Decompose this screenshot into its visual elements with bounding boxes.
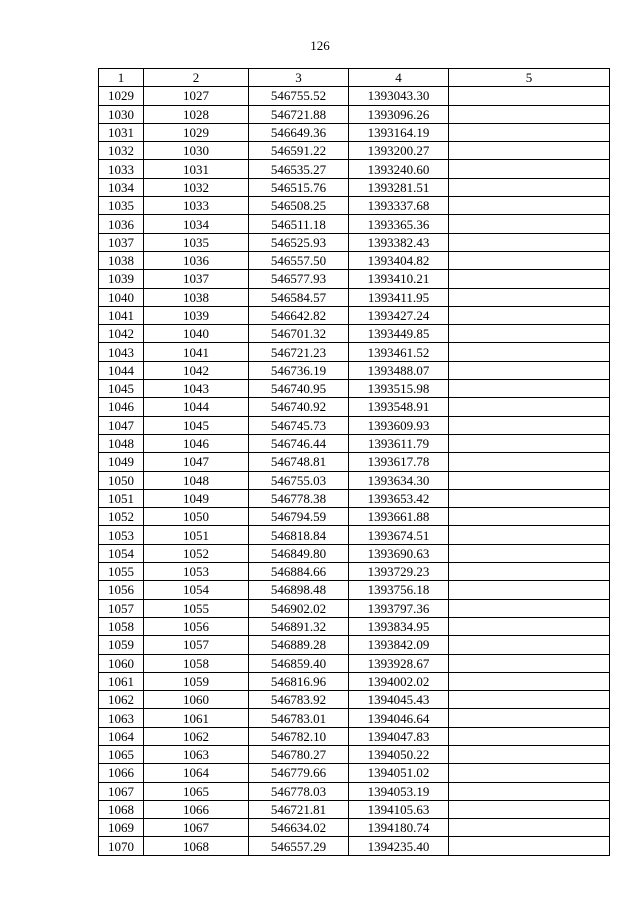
table-cell-col-1: 1032 — [99, 142, 144, 160]
table-cell-col-4: 1393365.36 — [349, 215, 449, 233]
table-row — [99, 453, 610, 471]
table-cell-col-1: 1044 — [99, 361, 144, 379]
table-cell-col-5 — [449, 471, 610, 489]
table-row — [99, 325, 610, 343]
table-cell-col-2: 1032 — [144, 178, 249, 196]
table-cell-col-2: 1052 — [144, 544, 249, 562]
table-cell-col-5 — [449, 306, 610, 324]
table-cell-col-2: 1056 — [144, 617, 249, 635]
table-cell-col-4: 1393281.51 — [349, 178, 449, 196]
table-cell-col-2: 1027 — [144, 87, 249, 105]
table-cell-col-4: 1393548.91 — [349, 398, 449, 416]
table-cell-col-5 — [449, 380, 610, 398]
table-cell-col-2: 1043 — [144, 380, 249, 398]
table-cell-col-2: 1036 — [144, 251, 249, 269]
table-cell-col-3: 546736.19 — [249, 361, 349, 379]
table-cell-col-5 — [449, 544, 610, 562]
table-cell-col-3: 546818.84 — [249, 526, 349, 544]
table-cell-col-2: 1064 — [144, 764, 249, 782]
table-cell-col-3: 546634.02 — [249, 819, 349, 837]
table-cell-col-1: 1053 — [99, 526, 144, 544]
header-row — [99, 69, 610, 87]
table-cell-col-2: 1033 — [144, 197, 249, 215]
table-cell-col-2: 1055 — [144, 599, 249, 617]
table-row — [99, 581, 610, 599]
table-cell-col-5 — [449, 837, 610, 855]
table-row — [99, 160, 610, 178]
table-cell-col-5 — [449, 453, 610, 471]
table-cell-col-2: 1034 — [144, 215, 249, 233]
table-cell-col-4: 1394047.83 — [349, 727, 449, 745]
table-cell-col-1: 1046 — [99, 398, 144, 416]
table-cell-col-5 — [449, 489, 610, 507]
table-cell-col-3: 546891.32 — [249, 617, 349, 635]
table-row — [99, 819, 610, 837]
table-cell-col-1: 1038 — [99, 251, 144, 269]
table-cell-col-5 — [449, 709, 610, 727]
table-cell-col-5 — [449, 325, 610, 343]
table-cell-col-5 — [449, 654, 610, 672]
table-row — [99, 251, 610, 269]
table-cell-col-5 — [449, 398, 610, 416]
table-cell-col-1: 1054 — [99, 544, 144, 562]
table-cell-col-3: 546649.36 — [249, 123, 349, 141]
table-row — [99, 471, 610, 489]
table-cell-col-5 — [449, 343, 610, 361]
table-cell-col-1: 1048 — [99, 434, 144, 452]
table-header — [99, 69, 610, 87]
table-cell-col-4: 1393043.30 — [349, 87, 449, 105]
table-cell-col-4: 1393461.52 — [349, 343, 449, 361]
table-cell-col-1: 1057 — [99, 599, 144, 617]
table-row — [99, 398, 610, 416]
table-row — [99, 215, 610, 233]
table-cell-col-3: 546557.29 — [249, 837, 349, 855]
table-cell-col-2: 1058 — [144, 654, 249, 672]
table-cell-col-3: 546740.95 — [249, 380, 349, 398]
table-cell-col-2: 1051 — [144, 526, 249, 544]
table-cell-col-5 — [449, 800, 610, 818]
table-cell-col-4: 1393611.79 — [349, 434, 449, 452]
table-cell-col-1: 1035 — [99, 197, 144, 215]
table-cell-col-2: 1062 — [144, 727, 249, 745]
table-cell-col-3: 546508.25 — [249, 197, 349, 215]
table-cell-col-5 — [449, 251, 610, 269]
table-cell-col-4: 1393653.42 — [349, 489, 449, 507]
table-row — [99, 544, 610, 562]
table-cell-col-2: 1028 — [144, 105, 249, 123]
table-cell-col-5 — [449, 599, 610, 617]
table-cell-col-1: 1063 — [99, 709, 144, 727]
table-cell-col-2: 1031 — [144, 160, 249, 178]
table-cell-col-1: 1037 — [99, 233, 144, 251]
table-row — [99, 361, 610, 379]
table-cell-col-3: 546898.48 — [249, 581, 349, 599]
table-cell-col-5 — [449, 178, 610, 196]
table-cell-col-1: 1058 — [99, 617, 144, 635]
table-cell-col-2: 1053 — [144, 563, 249, 581]
table-cell-col-3: 546515.76 — [249, 178, 349, 196]
table-body — [99, 87, 610, 855]
table-cell-col-5 — [449, 361, 610, 379]
table-row — [99, 142, 610, 160]
table-cell-col-2: 1044 — [144, 398, 249, 416]
table-cell-col-5 — [449, 142, 610, 160]
table-cell-col-2: 1059 — [144, 672, 249, 690]
table-row — [99, 87, 610, 105]
table-cell-col-1: 1070 — [99, 837, 144, 855]
header-col-5: 5 — [449, 69, 610, 87]
table-cell-col-1: 1059 — [99, 636, 144, 654]
table-cell-col-1: 1030 — [99, 105, 144, 123]
table-cell-col-3: 546783.01 — [249, 709, 349, 727]
table-cell-col-3: 546778.03 — [249, 782, 349, 800]
table-row — [99, 745, 610, 763]
table-cell-col-2: 1042 — [144, 361, 249, 379]
table-cell-col-4: 1394045.43 — [349, 691, 449, 709]
table-cell-col-4: 1393842.09 — [349, 636, 449, 654]
table-cell-col-4: 1393096.26 — [349, 105, 449, 123]
coordinates-table — [98, 68, 610, 856]
table-row — [99, 434, 610, 452]
table-cell-col-4: 1394051.02 — [349, 764, 449, 782]
table-cell-col-5 — [449, 526, 610, 544]
table-cell-col-5 — [449, 215, 610, 233]
table-row — [99, 233, 610, 251]
table-cell-col-5 — [449, 87, 610, 105]
table-cell-col-4: 1393164.19 — [349, 123, 449, 141]
table-cell-col-5 — [449, 416, 610, 434]
table-cell-col-4: 1393410.21 — [349, 270, 449, 288]
table-cell-col-5 — [449, 434, 610, 452]
table-cell-col-4: 1393515.98 — [349, 380, 449, 398]
table-cell-col-3: 546849.80 — [249, 544, 349, 562]
table-cell-col-4: 1393690.63 — [349, 544, 449, 562]
table-cell-col-3: 546884.66 — [249, 563, 349, 581]
table-cell-col-1: 1069 — [99, 819, 144, 837]
table-cell-col-1: 1031 — [99, 123, 144, 141]
table-cell-col-5 — [449, 617, 610, 635]
table-cell-col-4: 1393382.43 — [349, 233, 449, 251]
table-cell-col-2: 1066 — [144, 800, 249, 818]
table-cell-col-4: 1393729.23 — [349, 563, 449, 581]
table-cell-col-3: 546902.02 — [249, 599, 349, 617]
table-cell-col-2: 1030 — [144, 142, 249, 160]
page-number: 126 — [310, 38, 330, 53]
table-cell-col-4: 1393834.95 — [349, 617, 449, 635]
table-row — [99, 343, 610, 361]
table-cell-col-5 — [449, 160, 610, 178]
table-row — [99, 800, 610, 818]
table-cell-col-3: 546577.93 — [249, 270, 349, 288]
table-cell-col-2: 1049 — [144, 489, 249, 507]
table-cell-col-5 — [449, 105, 610, 123]
table-cell-col-4: 1394053.19 — [349, 782, 449, 800]
header-col-1: 1 — [99, 69, 144, 87]
table-cell-col-5 — [449, 288, 610, 306]
table-cell-col-5 — [449, 782, 610, 800]
table-cell-col-4: 1393634.30 — [349, 471, 449, 489]
table-cell-col-3: 546557.50 — [249, 251, 349, 269]
table-row — [99, 197, 610, 215]
table-cell-col-2: 1065 — [144, 782, 249, 800]
table-cell-col-1: 1033 — [99, 160, 144, 178]
table-cell-col-1: 1050 — [99, 471, 144, 489]
table-row — [99, 380, 610, 398]
table-cell-col-2: 1057 — [144, 636, 249, 654]
table-cell-col-3: 546721.81 — [249, 800, 349, 818]
table-cell-col-2: 1063 — [144, 745, 249, 763]
table-cell-col-5 — [449, 233, 610, 251]
table-cell-col-2: 1046 — [144, 434, 249, 452]
table-cell-col-3: 546584.57 — [249, 288, 349, 306]
table-cell-col-5 — [449, 508, 610, 526]
table-cell-col-1: 1049 — [99, 453, 144, 471]
table-row — [99, 599, 610, 617]
table-cell-col-5 — [449, 691, 610, 709]
header-col-2: 2 — [144, 69, 249, 87]
table-row — [99, 416, 610, 434]
table-cell-col-2: 1038 — [144, 288, 249, 306]
table-cell-col-5 — [449, 123, 610, 141]
table-cell-col-5 — [449, 636, 610, 654]
table-cell-col-1: 1034 — [99, 178, 144, 196]
header-col-4: 4 — [349, 69, 449, 87]
table-cell-col-3: 546889.28 — [249, 636, 349, 654]
table-row — [99, 709, 610, 727]
table-cell-col-4: 1394002.02 — [349, 672, 449, 690]
table-cell-col-3: 546591.22 — [249, 142, 349, 160]
table-row — [99, 563, 610, 581]
table-cell-col-5 — [449, 819, 610, 837]
table-cell-col-5 — [449, 672, 610, 690]
table-cell-col-2: 1039 — [144, 306, 249, 324]
table-cell-col-1: 1068 — [99, 800, 144, 818]
table-cell-col-2: 1060 — [144, 691, 249, 709]
table-cell-col-1: 1039 — [99, 270, 144, 288]
table-row — [99, 782, 610, 800]
table-cell-col-3: 546701.32 — [249, 325, 349, 343]
table-cell-col-5 — [449, 270, 610, 288]
table-cell-col-5 — [449, 764, 610, 782]
table-cell-col-4: 1394046.64 — [349, 709, 449, 727]
table-cell-col-1: 1066 — [99, 764, 144, 782]
table-cell-col-3: 546740.92 — [249, 398, 349, 416]
table-row — [99, 508, 610, 526]
table-cell-col-1: 1056 — [99, 581, 144, 599]
table-cell-col-1: 1042 — [99, 325, 144, 343]
table-cell-col-2: 1029 — [144, 123, 249, 141]
table-row — [99, 764, 610, 782]
table-cell-col-3: 546642.82 — [249, 306, 349, 324]
table-cell-col-1: 1036 — [99, 215, 144, 233]
table-cell-col-3: 546783.92 — [249, 691, 349, 709]
table-cell-col-4: 1393404.82 — [349, 251, 449, 269]
table-cell-col-2: 1048 — [144, 471, 249, 489]
table-cell-col-3: 546746.44 — [249, 434, 349, 452]
table-cell-col-3: 546755.03 — [249, 471, 349, 489]
table-row — [99, 837, 610, 855]
table-cell-col-1: 1045 — [99, 380, 144, 398]
table-cell-col-3: 546748.81 — [249, 453, 349, 471]
table-cell-col-3: 546721.88 — [249, 105, 349, 123]
header-col-3: 3 — [249, 69, 349, 87]
table-cell-col-2: 1040 — [144, 325, 249, 343]
table-row — [99, 636, 610, 654]
table-row — [99, 288, 610, 306]
table-cell-col-4: 1393449.85 — [349, 325, 449, 343]
table-cell-col-1: 1061 — [99, 672, 144, 690]
table-cell-col-1: 1043 — [99, 343, 144, 361]
table-row — [99, 617, 610, 635]
table-cell-col-5 — [449, 581, 610, 599]
table-cell-col-1: 1040 — [99, 288, 144, 306]
table-cell-col-2: 1035 — [144, 233, 249, 251]
table-row — [99, 105, 610, 123]
table-cell-col-4: 1393797.36 — [349, 599, 449, 617]
table-cell-col-1: 1052 — [99, 508, 144, 526]
table-cell-col-2: 1068 — [144, 837, 249, 855]
table-cell-col-2: 1067 — [144, 819, 249, 837]
table-cell-col-4: 1393674.51 — [349, 526, 449, 544]
table-cell-col-5 — [449, 563, 610, 581]
table-cell-col-4: 1393617.78 — [349, 453, 449, 471]
table-cell-col-2: 1050 — [144, 508, 249, 526]
table-cell-col-4: 1394050.22 — [349, 745, 449, 763]
table-cell-col-1: 1041 — [99, 306, 144, 324]
table-cell-col-1: 1055 — [99, 563, 144, 581]
table-cell-col-1: 1062 — [99, 691, 144, 709]
table-cell-col-4: 1394180.74 — [349, 819, 449, 837]
table-cell-col-4: 1393928.67 — [349, 654, 449, 672]
table-cell-col-2: 1061 — [144, 709, 249, 727]
table-cell-col-2: 1041 — [144, 343, 249, 361]
table-cell-col-4: 1393240.60 — [349, 160, 449, 178]
table-cell-col-3: 546778.38 — [249, 489, 349, 507]
table-cell-col-4: 1393661.88 — [349, 508, 449, 526]
table-cell-col-1: 1067 — [99, 782, 144, 800]
table-row — [99, 654, 610, 672]
table-cell-col-3: 546779.66 — [249, 764, 349, 782]
table-cell-col-3: 546525.93 — [249, 233, 349, 251]
table-cell-col-1: 1047 — [99, 416, 144, 434]
table-cell-col-1: 1060 — [99, 654, 144, 672]
table-cell-col-1: 1029 — [99, 87, 144, 105]
table-cell-col-5 — [449, 197, 610, 215]
table-cell-col-3: 546755.52 — [249, 87, 349, 105]
table-row — [99, 672, 610, 690]
table-cell-col-4: 1393756.18 — [349, 581, 449, 599]
table-cell-col-4: 1394235.40 — [349, 837, 449, 855]
table-cell-col-3: 546780.27 — [249, 745, 349, 763]
table-cell-col-3: 546859.40 — [249, 654, 349, 672]
table-row — [99, 123, 610, 141]
table-row — [99, 489, 610, 507]
table-cell-col-4: 1393200.27 — [349, 142, 449, 160]
table-cell-col-3: 546511.18 — [249, 215, 349, 233]
table-cell-col-4: 1393609.93 — [349, 416, 449, 434]
table-cell-col-2: 1045 — [144, 416, 249, 434]
table-cell-col-3: 546721.23 — [249, 343, 349, 361]
table-cell-col-1: 1064 — [99, 727, 144, 745]
table-row — [99, 270, 610, 288]
table-row — [99, 178, 610, 196]
table-cell-col-3: 546782.10 — [249, 727, 349, 745]
table-cell-col-5 — [449, 727, 610, 745]
table-row — [99, 727, 610, 745]
table-cell-col-1: 1065 — [99, 745, 144, 763]
table-cell-col-4: 1393488.07 — [349, 361, 449, 379]
table-row — [99, 526, 610, 544]
table-cell-col-2: 1054 — [144, 581, 249, 599]
table-cell-col-3: 546794.59 — [249, 508, 349, 526]
table-cell-col-2: 1047 — [144, 453, 249, 471]
table-cell-col-3: 546535.27 — [249, 160, 349, 178]
table-cell-col-4: 1393427.24 — [349, 306, 449, 324]
table-cell-col-3: 546745.73 — [249, 416, 349, 434]
table-cell-col-5 — [449, 745, 610, 763]
table-cell-col-4: 1393337.68 — [349, 197, 449, 215]
table-row — [99, 306, 610, 324]
table-cell-col-2: 1037 — [144, 270, 249, 288]
table-cell-col-4: 1393411.95 — [349, 288, 449, 306]
table-cell-col-3: 546816.96 — [249, 672, 349, 690]
table-cell-col-4: 1394105.63 — [349, 800, 449, 818]
table-cell-col-1: 1051 — [99, 489, 144, 507]
table-row — [99, 691, 610, 709]
